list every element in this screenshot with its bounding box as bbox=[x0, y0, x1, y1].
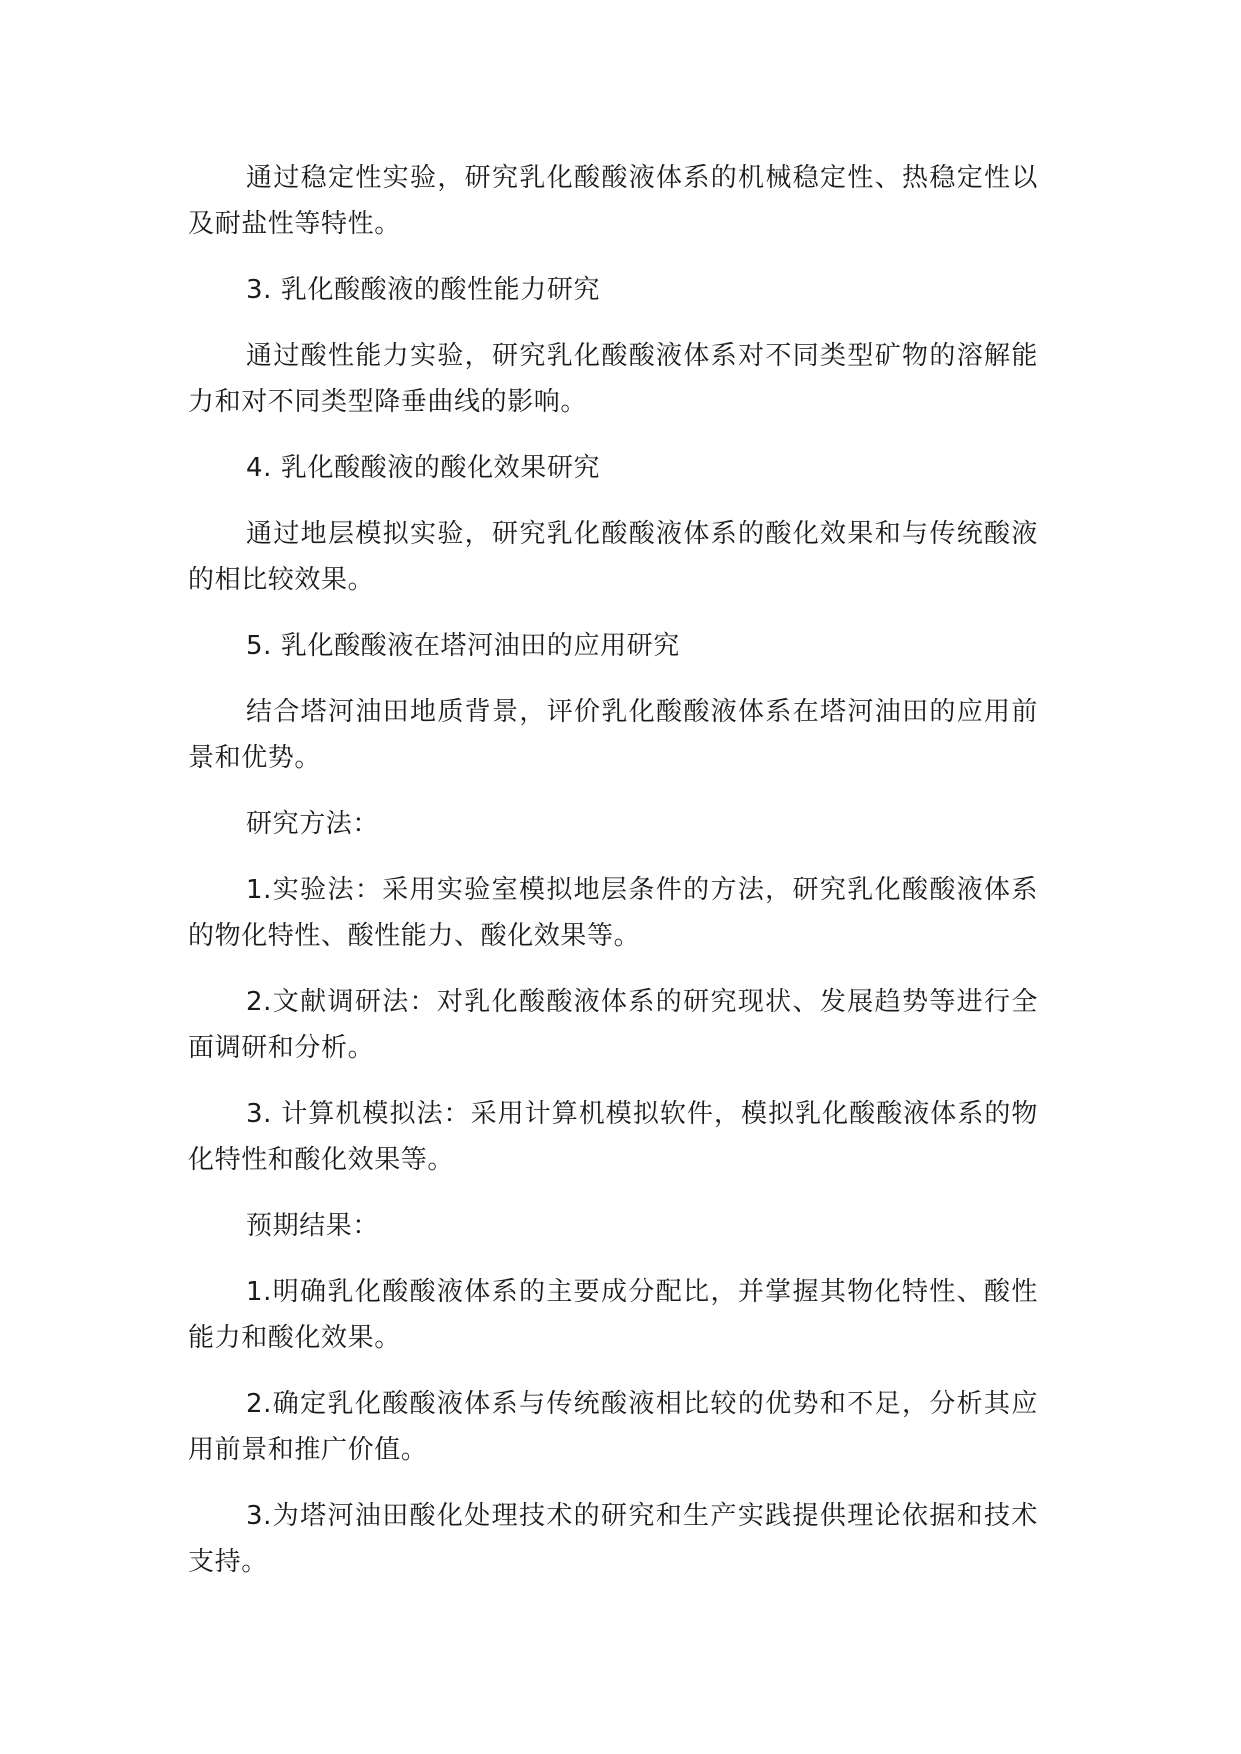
paragraph-gap bbox=[188, 603, 1038, 623]
heading-research-methods: 研究方法： bbox=[246, 809, 380, 839]
paragraph-gap bbox=[188, 781, 1038, 801]
paragraph-acidity-capacity-experiment: 通过酸性能力实验，研究乳化酸酸液体系对不同类型矿物的溶解能力和对不同类型降垂曲线的影响。 bbox=[188, 341, 1038, 417]
document-body bbox=[188, 155, 1038, 1585]
paragraph-formation-simulation-experiment: 通过地层模拟实验，研究乳化酸酸液体系的酸化效果和与传统酸液的相比较效果。 bbox=[188, 519, 1038, 595]
paragraph-gap bbox=[188, 491, 1038, 511]
heading-expected-results: 预期结果： bbox=[246, 1211, 380, 1241]
paragraph-gap bbox=[188, 669, 1038, 689]
heading-tahe-oilfield-application: 5. 乳化酸酸液在塔河油田的应用研究 bbox=[246, 631, 680, 661]
paragraph-gap bbox=[188, 313, 1038, 333]
paragraph-gap bbox=[188, 425, 1038, 445]
paragraph-stability-experiment: 通过稳定性实验，研究乳化酸酸液体系的机械稳定性、热稳定性以及耐盐性等特性。 bbox=[188, 163, 1038, 239]
paragraph-gap bbox=[188, 1361, 1038, 1381]
paragraph-gap bbox=[188, 847, 1038, 867]
paragraph-gap bbox=[188, 1249, 1038, 1269]
method-computer-simulation: 3. 计算机模拟法：采用计算机模拟软件，模拟乳化酸酸液体系的物化特性和酸化效果等。 bbox=[188, 1099, 1038, 1175]
method-literature-review: 2.文献调研法：对乳化酸酸液体系的研究现状、发展趋势等进行全面调研和分析。 bbox=[188, 987, 1038, 1063]
method-experimental: 1.实验法：采用实验室模拟地层条件的方法，研究乳化酸酸液体系的物化特性、酸性能力、酸化效果等。 bbox=[188, 875, 1038, 951]
paragraph-gap bbox=[188, 1473, 1038, 1493]
paragraph-gap bbox=[188, 1071, 1038, 1091]
paragraph-gap bbox=[188, 1183, 1038, 1203]
heading-acidity-capacity-study: 3. 乳化酸酸液的酸性能力研究 bbox=[246, 275, 601, 305]
paragraph-gap bbox=[188, 247, 1038, 267]
paragraph-tahe-geology-evaluation: 结合塔河油田地质背景，评价乳化酸酸液体系在塔河油田的应用前景和优势。 bbox=[188, 697, 1038, 773]
result-technical-support: 3.为塔河油田酸化处理技术的研究和生产实践提供理论依据和技术支持。 bbox=[188, 1501, 1038, 1577]
paragraph-gap bbox=[188, 959, 1038, 979]
result-composition-ratio: 1.明确乳化酸酸液体系的主要成分配比，并掌握其物化特性、酸性能力和酸化效果。 bbox=[188, 1277, 1038, 1353]
result-advantages-comparison: 2.确定乳化酸酸液体系与传统酸液相比较的优势和不足，分析其应用前景和推广价值。 bbox=[188, 1389, 1038, 1465]
heading-acidizing-effect-study: 4. 乳化酸酸液的酸化效果研究 bbox=[246, 453, 601, 483]
